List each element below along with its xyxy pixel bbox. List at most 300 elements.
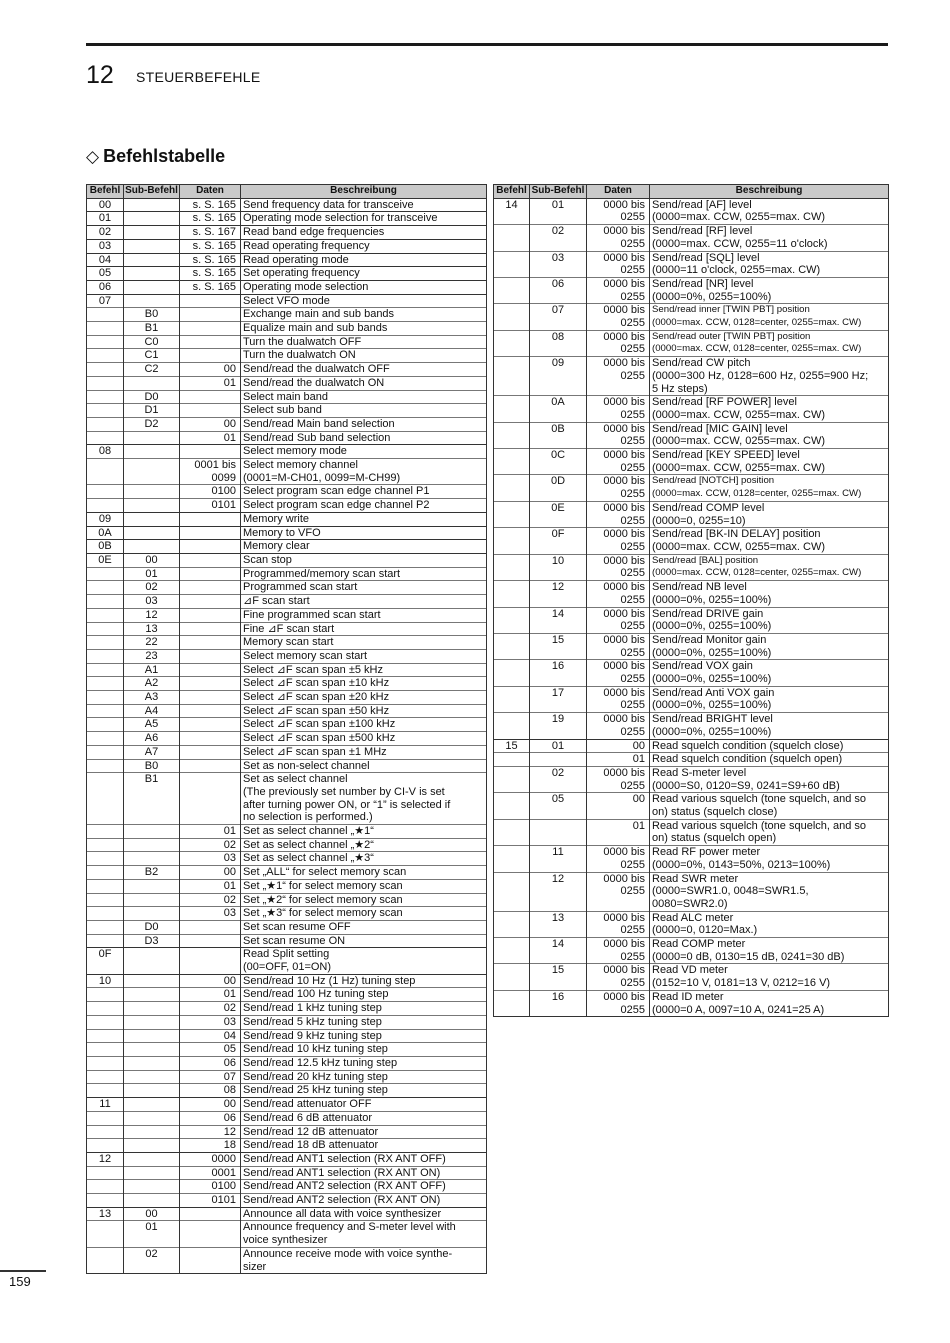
cell-command bbox=[87, 1139, 124, 1153]
cell-subcommand bbox=[124, 280, 180, 294]
cell-subcommand: 15 bbox=[530, 964, 587, 990]
cell-data: 02 bbox=[180, 1002, 241, 1016]
table-row bbox=[87, 974, 487, 988]
cell-command: 03 bbox=[87, 239, 124, 253]
footer-rule bbox=[0, 1270, 46, 1272]
table-row bbox=[494, 225, 889, 251]
cell-data bbox=[180, 718, 241, 732]
cell-description: ⊿F scan start bbox=[241, 595, 487, 609]
table-row bbox=[494, 501, 889, 527]
cell-data: s. S. 165 bbox=[180, 212, 241, 226]
table-row bbox=[87, 1207, 487, 1221]
cell-subcommand: B1 bbox=[124, 322, 180, 336]
cell-subcommand: B0 bbox=[124, 308, 180, 322]
cell-subcommand bbox=[124, 485, 180, 499]
table-row bbox=[494, 660, 889, 686]
cell-description: Send/read [NOTCH] position (0000=max. CCW, 0128=center, 0255=max. CW) bbox=[650, 475, 889, 501]
table-row bbox=[87, 1152, 487, 1166]
cell-subcommand bbox=[124, 512, 180, 526]
cell-subcommand bbox=[124, 1098, 180, 1112]
cell-data bbox=[180, 663, 241, 677]
cell-description: Send/read inner [TWIN PBT] position (0000=max. CCW, 0128=center, 0255=max. CW) bbox=[650, 304, 889, 330]
cell-description: Read ID meter (0000=0 A, 0097=10 A, 0241=25 A) bbox=[650, 990, 889, 1016]
cell-command: 10 bbox=[87, 974, 124, 988]
cell-command bbox=[87, 1084, 124, 1098]
cell-command bbox=[494, 422, 530, 448]
table-row bbox=[87, 376, 487, 390]
cell-description: Send/read 5 kHz tuning step bbox=[241, 1015, 487, 1029]
cell-subcommand: 10 bbox=[530, 554, 587, 580]
cell-data bbox=[180, 732, 241, 746]
cell-subcommand bbox=[124, 838, 180, 852]
table-row bbox=[87, 907, 487, 921]
table-row bbox=[87, 459, 487, 485]
table-row bbox=[87, 1084, 487, 1098]
cell-command bbox=[87, 1002, 124, 1016]
cell-data bbox=[180, 404, 241, 418]
cell-description: Send/read 1 kHz tuning step bbox=[241, 1002, 487, 1016]
cell-description: Send/read [SQL] level (0000=11 o'clock, 0255=max. CW) bbox=[650, 251, 889, 277]
cell-data: 00 bbox=[180, 974, 241, 988]
cell-description: Set operating frequency bbox=[241, 267, 487, 281]
cell-subcommand bbox=[124, 1166, 180, 1180]
table-row bbox=[87, 920, 487, 934]
table-row bbox=[87, 893, 487, 907]
cell-subcommand bbox=[124, 948, 180, 974]
table-row bbox=[494, 633, 889, 659]
cell-description: Read operating mode bbox=[241, 253, 487, 267]
cell-description: Read SWR meter (0000=SWR1.0, 0048=SWR1.5, 0080=SWR2.0) bbox=[650, 872, 889, 911]
table-row bbox=[494, 304, 889, 330]
cell-data: s. S. 165 bbox=[180, 280, 241, 294]
cell-data: 01 bbox=[587, 753, 650, 767]
table-row bbox=[87, 335, 487, 349]
cell-data: 03 bbox=[180, 852, 241, 866]
cell-subcommand: 01 bbox=[530, 739, 587, 753]
cell-subcommand: 0D bbox=[530, 475, 587, 501]
cell-command bbox=[494, 449, 530, 475]
table-row bbox=[87, 581, 487, 595]
cell-data: 00 bbox=[180, 417, 241, 431]
cell-subcommand bbox=[124, 267, 180, 281]
cell-data: 0000 bis 0255 bbox=[587, 911, 650, 937]
cell-subcommand: 12 bbox=[530, 872, 587, 911]
cell-subcommand bbox=[124, 893, 180, 907]
cell-data: 0000 bis 0255 bbox=[587, 964, 650, 990]
cell-description: Programmed/memory scan start bbox=[241, 567, 487, 581]
cell-command bbox=[87, 376, 124, 390]
cell-command: 00 bbox=[87, 198, 124, 212]
cell-subcommand bbox=[124, 1029, 180, 1043]
cell-data: 0000 bis 0255 bbox=[587, 938, 650, 964]
table-row bbox=[87, 759, 487, 773]
cell-command bbox=[87, 335, 124, 349]
table-row bbox=[494, 330, 889, 356]
cell-data: 0000 bis 0255 bbox=[587, 554, 650, 580]
cell-subcommand: 02 bbox=[124, 1247, 180, 1273]
cell-command bbox=[494, 686, 530, 712]
cell-data: 00 bbox=[180, 1098, 241, 1112]
table-row bbox=[494, 713, 889, 739]
cell-command bbox=[87, 773, 124, 825]
cell-subcommand: B2 bbox=[124, 866, 180, 880]
cell-data bbox=[180, 649, 241, 663]
table-row bbox=[87, 1002, 487, 1016]
cell-subcommand: 01 bbox=[124, 1221, 180, 1247]
cell-subcommand: 06 bbox=[530, 277, 587, 303]
table-row bbox=[87, 308, 487, 322]
cell-data: 01 bbox=[180, 879, 241, 893]
cell-subcommand bbox=[124, 198, 180, 212]
cell-data: s. S. 165 bbox=[180, 253, 241, 267]
cell-description: Select ⊿F scan span ±100 kHz bbox=[241, 718, 487, 732]
diamond-icon: ◇ bbox=[86, 147, 100, 166]
cell-description: Select memory mode bbox=[241, 445, 487, 459]
cell-description: Read various squelch (tone squelch, and so on) status (squelch close) bbox=[650, 793, 889, 819]
cell-data: 04 bbox=[180, 1029, 241, 1043]
table-row bbox=[87, 745, 487, 759]
cell-data: 01 bbox=[180, 825, 241, 839]
table-row bbox=[87, 239, 487, 253]
cell-command bbox=[87, 499, 124, 513]
table-row bbox=[494, 251, 889, 277]
cell-data: s. S. 167 bbox=[180, 226, 241, 240]
cell-data: 0000 bis 0255 bbox=[587, 686, 650, 712]
table-row bbox=[87, 267, 487, 281]
page-number: 159 bbox=[9, 1274, 31, 1289]
col-header-subcommand: Sub-Befehl bbox=[124, 185, 180, 199]
cell-description: Send/read 12 dB attenuator bbox=[241, 1125, 487, 1139]
cell-data: 0000 bis 0255 bbox=[587, 607, 650, 633]
cell-subcommand: 13 bbox=[124, 622, 180, 636]
cell-description: Send/read 20 kHz tuning step bbox=[241, 1070, 487, 1084]
col-header-description: Beschreibung bbox=[650, 185, 889, 199]
header-rule bbox=[86, 43, 888, 46]
cell-command bbox=[87, 825, 124, 839]
cell-subcommand: 17 bbox=[530, 686, 587, 712]
cell-description: Send/read [KEY SPEED] level (0000=max. CCW, 0255=max. CW) bbox=[650, 449, 889, 475]
cell-command bbox=[87, 1029, 124, 1043]
table-row bbox=[87, 1221, 487, 1247]
cell-data: 01 bbox=[180, 988, 241, 1002]
table-row bbox=[87, 404, 487, 418]
section-heading bbox=[86, 146, 225, 167]
cell-subcommand: 13 bbox=[530, 911, 587, 937]
cell-description: Send/read [NR] level (0000=0%, 0255=100%) bbox=[650, 277, 889, 303]
cell-description: Equalize main and sub bands bbox=[241, 322, 487, 336]
table-row bbox=[87, 390, 487, 404]
cell-command bbox=[87, 893, 124, 907]
cell-description: Send/read Main band selection bbox=[241, 417, 487, 431]
command-table-right bbox=[493, 184, 889, 1017]
table-row bbox=[87, 280, 487, 294]
cell-description: Send/read the dualwatch ON bbox=[241, 376, 487, 390]
cell-command: 01 bbox=[87, 212, 124, 226]
cell-command bbox=[87, 1221, 124, 1247]
cell-subcommand bbox=[124, 1180, 180, 1194]
cell-subcommand: 02 bbox=[530, 766, 587, 792]
cell-command bbox=[494, 964, 530, 990]
cell-description: Send/read [MIC GAIN] level (0000=max. CCW, 0255=max. CW) bbox=[650, 422, 889, 448]
table-row bbox=[494, 554, 889, 580]
cell-data: 0000 bis 0255 bbox=[587, 198, 650, 224]
cell-command: 13 bbox=[87, 1207, 124, 1221]
cell-data bbox=[180, 948, 241, 974]
cell-description: Select ⊿F scan span ±500 kHz bbox=[241, 732, 487, 746]
cell-subcommand: 16 bbox=[530, 990, 587, 1016]
table-row bbox=[87, 526, 487, 540]
cell-command: 0E bbox=[87, 553, 124, 567]
cell-description: Exchange main and sub bands bbox=[241, 308, 487, 322]
cell-data: 06 bbox=[180, 1057, 241, 1071]
table-row bbox=[87, 1029, 487, 1043]
cell-data bbox=[180, 390, 241, 404]
cell-subcommand: D0 bbox=[124, 920, 180, 934]
table-row bbox=[87, 691, 487, 705]
col-header-command: Befehl bbox=[87, 185, 124, 199]
cell-description: Announce receive mode with voice synthe- sizer bbox=[241, 1247, 487, 1273]
col-header-subcommand: Sub-Befehl bbox=[530, 185, 587, 199]
cell-data bbox=[180, 691, 241, 705]
cell-command: 14 bbox=[494, 198, 530, 224]
cell-data bbox=[180, 294, 241, 308]
cell-command bbox=[87, 1247, 124, 1273]
cell-command bbox=[87, 404, 124, 418]
cell-subcommand: 12 bbox=[530, 581, 587, 607]
cell-subcommand: D0 bbox=[124, 390, 180, 404]
cell-command bbox=[87, 852, 124, 866]
cell-subcommand bbox=[124, 445, 180, 459]
table-row bbox=[87, 1070, 487, 1084]
cell-description: Read band edge frequencies bbox=[241, 226, 487, 240]
table-row bbox=[494, 911, 889, 937]
cell-subcommand bbox=[124, 879, 180, 893]
cell-subcommand: C0 bbox=[124, 335, 180, 349]
cell-data: 02 bbox=[180, 838, 241, 852]
cell-description: Operating mode selection for transceive bbox=[241, 212, 487, 226]
cell-subcommand: 23 bbox=[124, 649, 180, 663]
table-header-row bbox=[87, 185, 487, 199]
table-row bbox=[494, 753, 889, 767]
cell-command bbox=[494, 846, 530, 872]
cell-command bbox=[87, 622, 124, 636]
cell-subcommand: 0F bbox=[530, 528, 587, 554]
table-row bbox=[494, 528, 889, 554]
table-row bbox=[87, 1194, 487, 1208]
cell-description: Memory write bbox=[241, 512, 487, 526]
cell-data: 0000 bis 0255 bbox=[587, 475, 650, 501]
cell-subcommand: B1 bbox=[124, 773, 180, 825]
cell-command bbox=[494, 501, 530, 527]
cell-subcommand bbox=[124, 526, 180, 540]
cell-description: Select ⊿F scan span ±50 kHz bbox=[241, 704, 487, 718]
table-row bbox=[87, 1180, 487, 1194]
cell-command bbox=[87, 879, 124, 893]
cell-subcommand: 08 bbox=[530, 330, 587, 356]
cell-data: 0000 bis 0255 bbox=[587, 422, 650, 448]
cell-description: Send frequency data for transceive bbox=[241, 198, 487, 212]
cell-data: 0000 bis 0255 bbox=[587, 449, 650, 475]
cell-command bbox=[87, 866, 124, 880]
cell-data bbox=[180, 540, 241, 554]
cell-data bbox=[180, 581, 241, 595]
cell-subcommand bbox=[124, 1070, 180, 1084]
cell-data bbox=[180, 622, 241, 636]
cell-data bbox=[180, 677, 241, 691]
cell-description: Set „★2“ for select memory scan bbox=[241, 893, 487, 907]
cell-subcommand bbox=[124, 1002, 180, 1016]
cell-description: Send/read CW pitch (0000=300 Hz, 0128=600 Hz, 0255=900 Hz; 5 Hz steps) bbox=[650, 357, 889, 396]
cell-subcommand: 0C bbox=[530, 449, 587, 475]
cell-data: 06 bbox=[180, 1111, 241, 1125]
cell-data bbox=[180, 553, 241, 567]
cell-description: Select main band bbox=[241, 390, 487, 404]
cell-description: Read S-meter level (0000=S0, 0120=S9, 0241=S9+60 dB) bbox=[650, 766, 889, 792]
cell-subcommand: 07 bbox=[530, 304, 587, 330]
cell-description: Read ALC meter (0000=0, 0120=Max.) bbox=[650, 911, 889, 937]
cell-data bbox=[180, 1207, 241, 1221]
cell-description: Send/read [BK-IN DELAY] position (0000=max. CCW, 0255=max. CW) bbox=[650, 528, 889, 554]
cell-description: Set „★1“ for select memory scan bbox=[241, 879, 487, 893]
table-row bbox=[87, 866, 487, 880]
table-row bbox=[87, 649, 487, 663]
table-row bbox=[87, 349, 487, 363]
col-header-data: Daten bbox=[180, 185, 241, 199]
cell-description: Send/read [BAL] position (0000=max. CCW, 0128=center, 0255=max. CW) bbox=[650, 554, 889, 580]
cell-command bbox=[494, 753, 530, 767]
cell-command bbox=[494, 357, 530, 396]
table-row bbox=[87, 567, 487, 581]
cell-data: 0000 bis 0255 bbox=[587, 581, 650, 607]
cell-subcommand bbox=[124, 1139, 180, 1153]
cell-subcommand: 02 bbox=[530, 225, 587, 251]
cell-subcommand bbox=[124, 459, 180, 485]
cell-description: Read COMP meter (0000=0 dB, 0130=15 dB, 0241=30 dB) bbox=[650, 938, 889, 964]
cell-description: Set „ALL“ for select memory scan bbox=[241, 866, 487, 880]
cell-data bbox=[180, 773, 241, 825]
cell-command bbox=[87, 745, 124, 759]
table-row bbox=[87, 1111, 487, 1125]
cell-data: 02 bbox=[180, 893, 241, 907]
cell-command bbox=[494, 396, 530, 422]
cell-data bbox=[180, 308, 241, 322]
cell-description: Fine ⊿F scan start bbox=[241, 622, 487, 636]
cell-description: Fine programmed scan start bbox=[241, 608, 487, 622]
cell-data: 03 bbox=[180, 1015, 241, 1029]
cell-description: Scan stop bbox=[241, 553, 487, 567]
cell-subcommand: 03 bbox=[530, 251, 587, 277]
cell-subcommand bbox=[124, 825, 180, 839]
cell-subcommand: C1 bbox=[124, 349, 180, 363]
table-row bbox=[494, 964, 889, 990]
cell-data: 0000 bis 0255 bbox=[587, 501, 650, 527]
cell-command: 04 bbox=[87, 253, 124, 267]
cell-data: 07 bbox=[180, 1070, 241, 1084]
cell-subcommand: 15 bbox=[530, 633, 587, 659]
table-header-row bbox=[494, 185, 889, 199]
cell-command bbox=[494, 633, 530, 659]
table-row bbox=[87, 732, 487, 746]
table-row bbox=[87, 512, 487, 526]
cell-command bbox=[87, 308, 124, 322]
cell-data: 0101 bbox=[180, 499, 241, 513]
table-row bbox=[87, 363, 487, 377]
cell-data bbox=[180, 1221, 241, 1247]
table-row bbox=[87, 499, 487, 513]
table-row bbox=[87, 879, 487, 893]
cell-description: Select program scan edge channel P1 bbox=[241, 485, 487, 499]
cell-description: Read various squelch (tone squelch, and so on) status (squelch open) bbox=[650, 819, 889, 845]
cell-description: Memory to VFO bbox=[241, 526, 487, 540]
cell-description: Send/read DRIVE gain (0000=0%, 0255=100%) bbox=[650, 607, 889, 633]
cell-data: 01 bbox=[180, 376, 241, 390]
table-row bbox=[87, 322, 487, 336]
cell-command bbox=[494, 990, 530, 1016]
cell-data: 0000 bis 0255 bbox=[587, 846, 650, 872]
cell-subcommand: A2 bbox=[124, 677, 180, 691]
cell-subcommand bbox=[124, 974, 180, 988]
cell-subcommand bbox=[124, 907, 180, 921]
cell-description: Read RF power meter (0000=0%, 0143=50%, 0213=100%) bbox=[650, 846, 889, 872]
cell-description: Memory clear bbox=[241, 540, 487, 554]
cell-command: 08 bbox=[87, 445, 124, 459]
table-row bbox=[494, 819, 889, 845]
cell-command bbox=[87, 1180, 124, 1194]
cell-description: Select ⊿F scan span ±1 MHz bbox=[241, 745, 487, 759]
cell-subcommand bbox=[124, 1111, 180, 1125]
cell-command bbox=[87, 431, 124, 445]
cell-command bbox=[87, 417, 124, 431]
cell-subcommand bbox=[124, 239, 180, 253]
cell-data: 01 bbox=[587, 819, 650, 845]
cell-data: 0000 bis 0255 bbox=[587, 396, 650, 422]
cell-data: 0000 bis 0255 bbox=[587, 357, 650, 396]
cell-command bbox=[494, 793, 530, 819]
cell-description: Set as non-select channel bbox=[241, 759, 487, 773]
cell-description: Send/read VOX gain (0000=0%, 0255=100%) bbox=[650, 660, 889, 686]
cell-command: 0F bbox=[87, 948, 124, 974]
cell-command bbox=[87, 838, 124, 852]
cell-command: 11 bbox=[87, 1098, 124, 1112]
cell-subcommand bbox=[124, 431, 180, 445]
cell-subcommand: D3 bbox=[124, 934, 180, 948]
cell-data bbox=[180, 636, 241, 650]
cell-description: Announce all data with voice synthesizer bbox=[241, 1207, 487, 1221]
cell-command bbox=[494, 607, 530, 633]
cell-data bbox=[180, 512, 241, 526]
cell-data: 0000 bis 0255 bbox=[587, 660, 650, 686]
cell-command: 09 bbox=[87, 512, 124, 526]
cell-subcommand: 03 bbox=[124, 595, 180, 609]
cell-data bbox=[180, 608, 241, 622]
table-row bbox=[87, 485, 487, 499]
table-row bbox=[87, 417, 487, 431]
cell-description: Turn the dualwatch OFF bbox=[241, 335, 487, 349]
cell-data bbox=[180, 445, 241, 459]
cell-command bbox=[494, 225, 530, 251]
cell-data bbox=[180, 322, 241, 336]
cell-data: 00 bbox=[587, 739, 650, 753]
cell-command bbox=[87, 718, 124, 732]
cell-description: Read operating frequency bbox=[241, 239, 487, 253]
table-row bbox=[87, 540, 487, 554]
cell-command bbox=[87, 907, 124, 921]
cell-command bbox=[87, 649, 124, 663]
table-row bbox=[87, 1015, 487, 1029]
cell-data: 01 bbox=[180, 431, 241, 445]
cell-description: Set as select channel „★1“ bbox=[241, 825, 487, 839]
cell-data: 0000 bis 0255 bbox=[587, 872, 650, 911]
